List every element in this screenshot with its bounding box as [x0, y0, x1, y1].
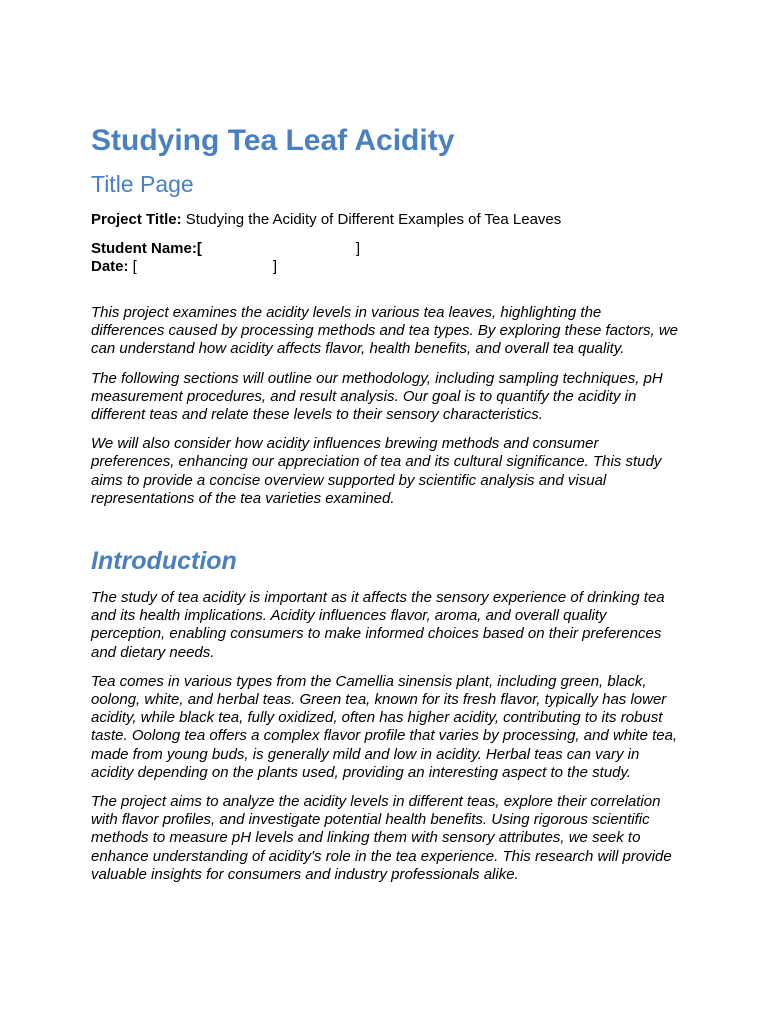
introduction-paragraph: The project aims to analyze the acidity levels in different teas, explore their correlation with flavor profiles, and investigate potential health benefits. Using rigorous scientific methods to measure pH levels and linking them with sensory attributes, we seek to enhance understanding of acidity's role in the tea experience. This research will provide valuable insights for consumers and industry professionals alike. [91, 793, 672, 883]
introduction-heading: Introduction [91, 547, 237, 576]
title-page-heading: Title Page [91, 171, 194, 197]
abstract-paragraph: This project examines the acidity levels in various tea leaves, highlighting the differences caused by processing methods and tea types. By exploring these factors, we can understand how acidity affects flavor, health benefits, and overall tea quality. [91, 304, 678, 358]
document-title: Studying Tea Leaf Acidity [91, 124, 455, 157]
introduction-paragraph: Tea comes in various types from the Camellia sinensis plant, including green, black, oolong, white, and herbal teas. Green tea, known for its fresh flavor, typically has lower acidity, while black tea, fully oxidized, often has higher acidity, contributing to its robust taste. Oolong tea offers a complex flavor profile that varies by processing, and white tea, made from young buds, is generally mild and low in acidity. Herbal teas can vary in acidity depending on the plants used, providing an interesting aspect to the study. [91, 672, 678, 781]
student-info [91, 240, 678, 276]
date-line [91, 258, 678, 276]
student-name-close-bracket: ] [355, 240, 361, 257]
date-label: Date: [91, 258, 129, 275]
project-title-line [91, 211, 678, 229]
student-name-label: Student Name:[ [91, 240, 202, 257]
introduction-paragraph: The study of tea acidity is important as it affects the sensory experience of drinking tea and its health implications. Acidity influences flavor, aroma, and overall quality perception, enabling consumers to make informed choices based on their preferences and dietary needs. [91, 589, 665, 661]
abstract-paragraph: The following sections will outline our methodology, including sampling techniques, pH measurement procedures, and result analysis. Our goal is to quantify the acidity in different teas and relate these levels to their sensory characteristics. [91, 369, 663, 424]
abstract-section [91, 304, 678, 508]
project-title-value: Studying the Acidity of Different Examples of Tea Leaves [181, 211, 562, 228]
date-close-bracket: ] [272, 258, 278, 275]
student-name-line [91, 240, 678, 258]
abstract-paragraph: We will also consider how acidity influences brewing methods and consumer preferences, enhancing our appreciation of tea and its cultural significance. This study aims to provide a concise overview supported by scientific analysis and visual representations of the tea varieties examined. [91, 435, 662, 507]
date-open-bracket: [ [128, 258, 137, 275]
introduction-section [91, 589, 678, 884]
project-title-label: Project Title: [91, 211, 182, 228]
